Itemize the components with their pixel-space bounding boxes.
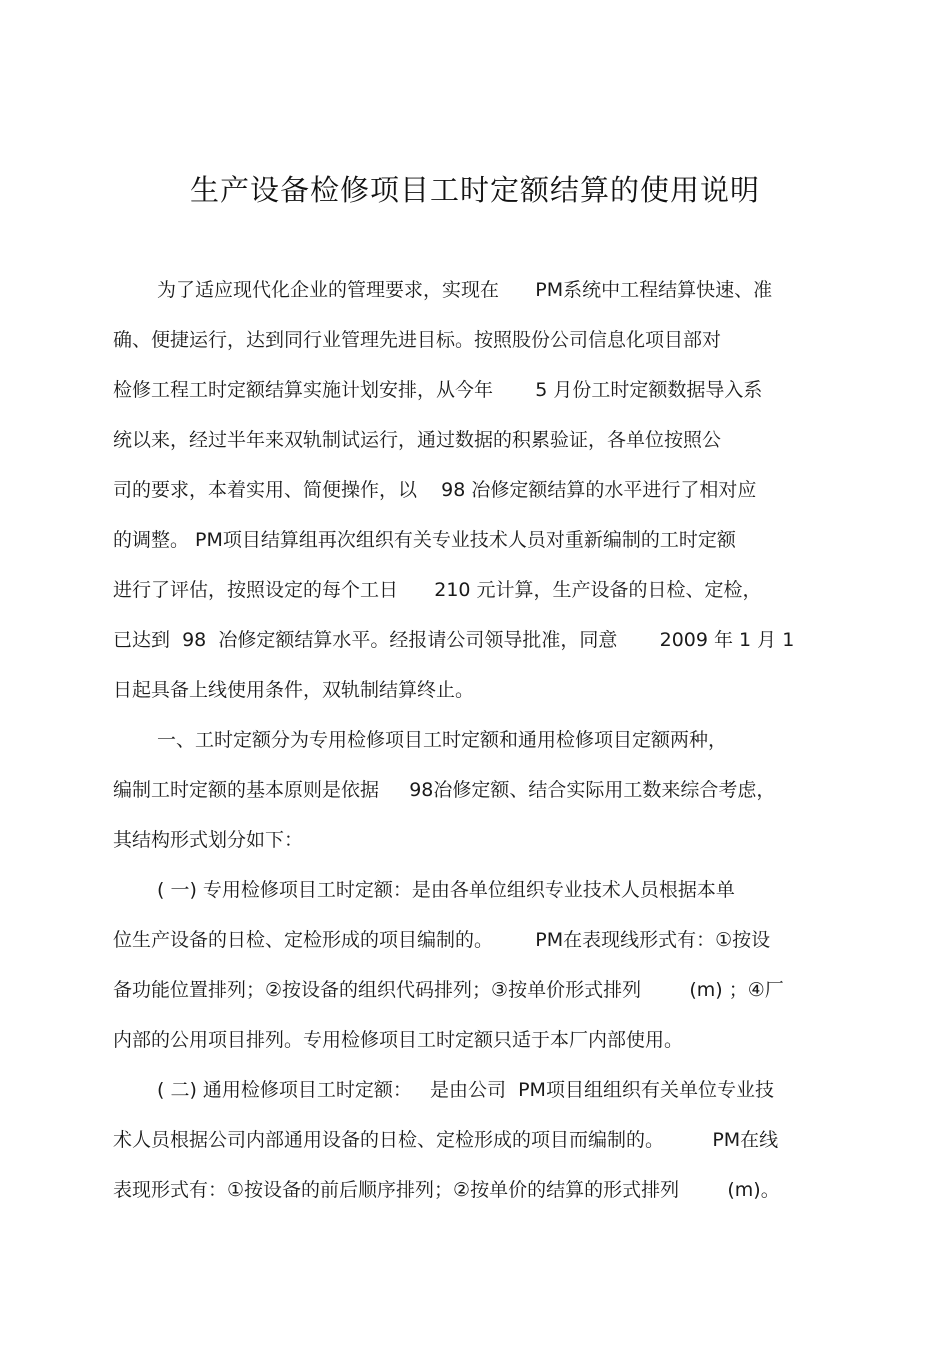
paragraph-line: 术人员根据公司内部通用设备的日检、定检形成的项目而编制的。 PM在线 (113, 1129, 779, 1151)
paragraph-line: 表现形式有：①按设备的前后顺序排列；②按单价的结算的形式排列 (m)。 (113, 1179, 780, 1201)
paragraph-line: 一、工时定额分为专用检修项目工时定额和通用检修项目定额两种， (157, 729, 728, 751)
paragraph-line: 其结构形式划分如下： (113, 829, 304, 851)
paragraph-line: 检修工程工时定额结算实施计划安排，从今年 5 月份工时定额数据导入系 (113, 379, 763, 401)
paragraph-line: ( 二) 通用检修项目工时定额： 是由公司 PM项目组组织有关单位专业技 (157, 1079, 774, 1101)
paragraph-line: 为了适应现代化企业的管理要求，实现在 PM系统中工程结算快速、准 (157, 279, 773, 301)
paragraph-line: 位生产设备的日检、定检形成的项目编制的。 PM在表现线形式有：①按设 (113, 929, 771, 951)
paragraph-line: 已达到 98 冶修定额结算水平。经报请公司领导批准，同意 2009 年 1 月 1 (113, 629, 795, 651)
paragraph-line: 确、便捷运行，达到同行业管理先进目标。按照股份公司信息化项目部对 (113, 329, 722, 351)
paragraph-line: 日起具备上线使用条件，双轨制结算终止。 (113, 679, 475, 701)
paragraph-line: 统以来，经过半年来双轨制试运行，通过数据的积累验证，各单位按照公 (113, 429, 722, 451)
paragraph-line: 编制工时定额的基本原则是依据 98冶修定额、结合实际用工数来综合考虑， (113, 779, 776, 801)
paragraph-line: 司的要求，本着实用、简便操作，以 98 冶修定额结算的水平进行了相对应 (113, 479, 757, 501)
paragraph-line: 内部的公用项目排列。专用检修项目工时定额只适于本厂内部使用。 (113, 1029, 684, 1051)
paragraph-line: ( 一) 专用检修项目工时定额：是由各单位组织专业技术人员根据本单 (157, 879, 735, 901)
paragraph-line: 进行了评估，按照设定的每个工日 210 元计算，生产设备的日检、定检， (113, 579, 762, 601)
paragraph-line: 备功能位置排列；②按设备的组织代码排列；③按单价形式排列 (m) ；④厂 (113, 979, 784, 1001)
document-title: 生产设备检修项目工时定额结算的使用说明 (189, 173, 760, 207)
paragraph-line: 的调整。 PM项目结算组再次组织有关专业技术人员对重新编制的工时定额 (113, 529, 736, 551)
